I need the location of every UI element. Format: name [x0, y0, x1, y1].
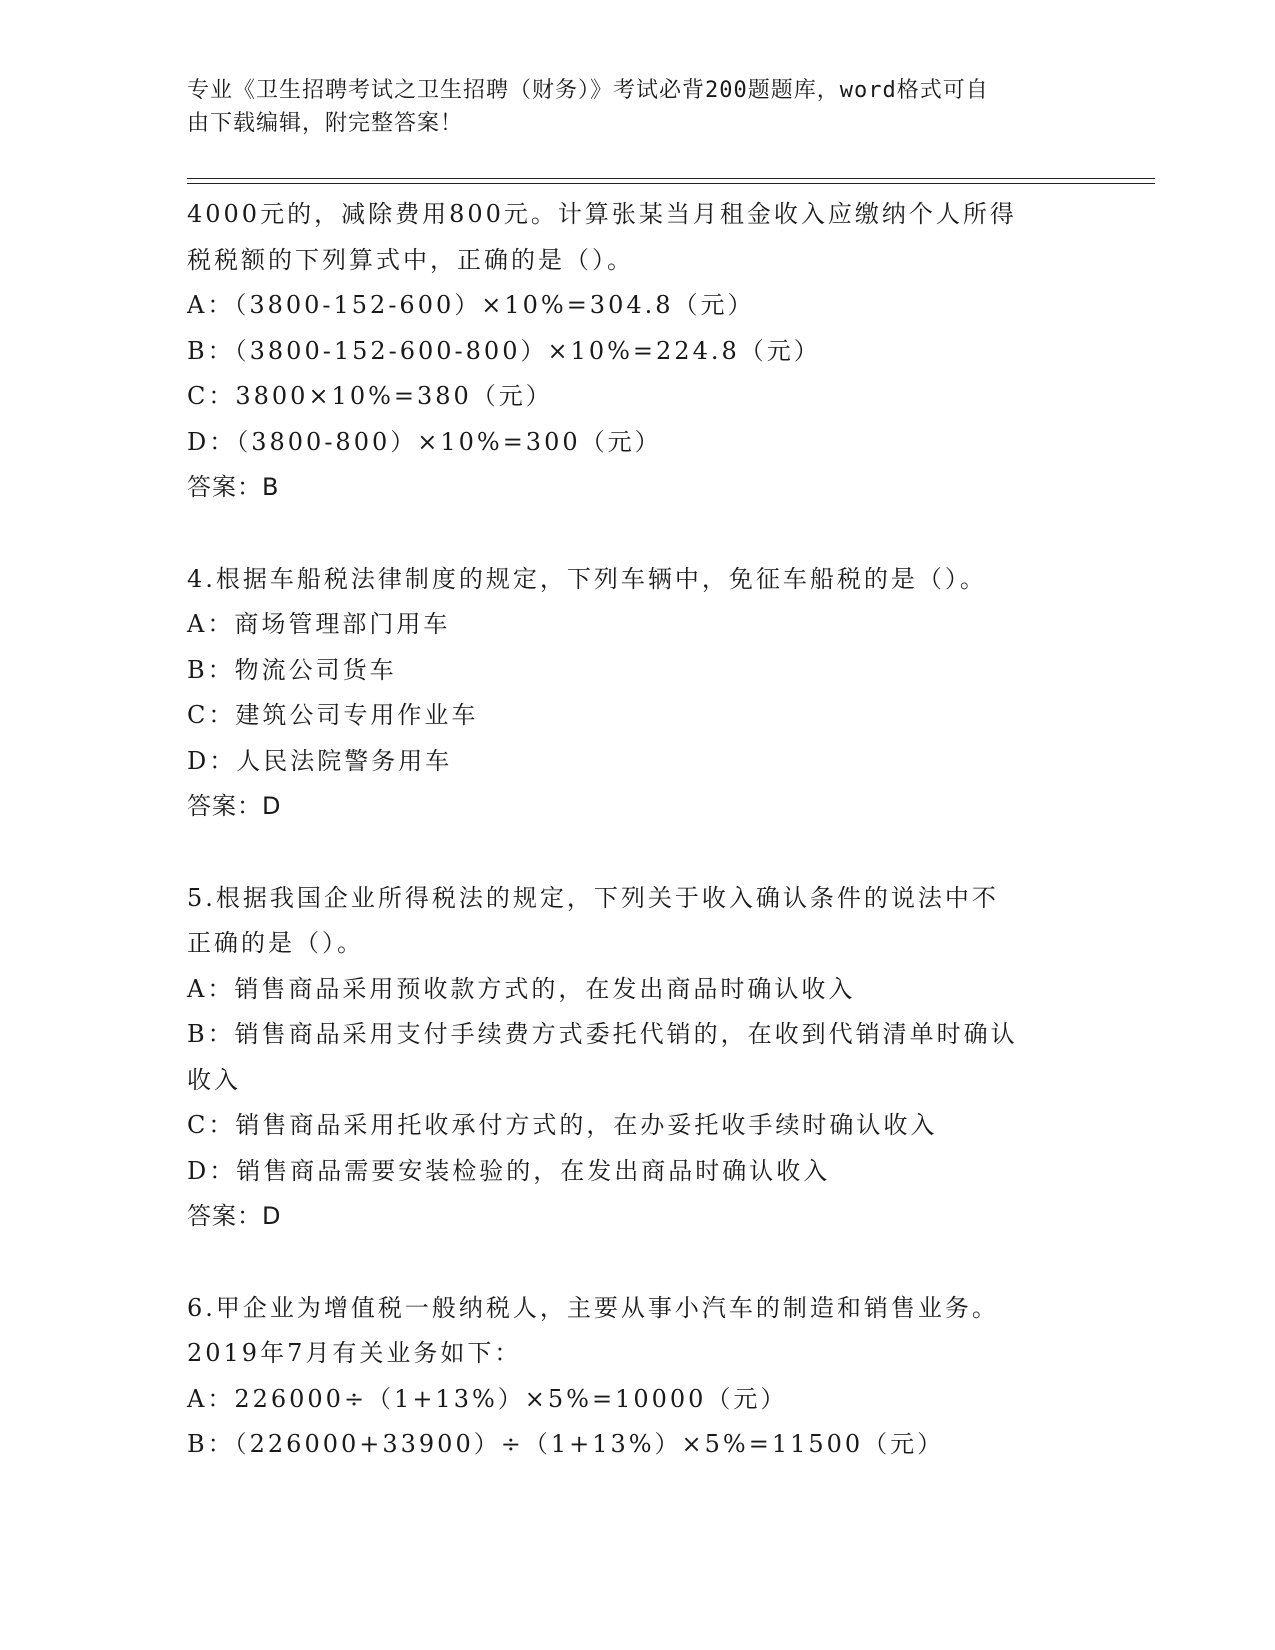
question-6-stem-line-2: 2019年7月有关业务如下：	[187, 1339, 522, 1367]
question-5-stem-line-2: 正确的是（）。	[187, 929, 364, 957]
question-spacer	[187, 830, 1087, 876]
question-5-option-c: C：销售商品采用托收承付方式的，在办妥托收手续时确认收入	[187, 1111, 938, 1139]
question-5-option-b-line-1: B：销售商品采用支付手续费方式委托代销的，在收到代销清单时确认	[187, 1020, 1018, 1048]
question-3-option-a: A：（3800-152-600）×10%=304.8（元）	[187, 291, 755, 319]
question-4-option-c: C：建筑公司专用作业车	[187, 701, 479, 729]
question-3-answer: 答案：B	[187, 473, 280, 501]
question-3	[187, 192, 1087, 511]
question-4-answer: 答案：D	[187, 792, 282, 820]
question-4-option-b: B：物流公司货车	[187, 655, 397, 684]
question-list	[187, 192, 1087, 1468]
header-divider-bottom	[187, 183, 1155, 184]
question-5-option-d: D：销售商品需要安装检验的，在发出商品时确认收入	[187, 1156, 831, 1185]
question-4-option-d: D：人民法院警务用车	[187, 746, 453, 775]
question-4-stem-line-1: 4.根据车船税法律制度的规定，下列车辆中，免征车船税的是（）。	[187, 564, 987, 593]
header-line-2: 由下载编辑，附完整答案！	[187, 111, 464, 136]
header-line-1: 专业《卫生招聘考试之卫生招聘（财务）》考试必背200题题库，word格式可自	[187, 78, 989, 103]
question-3-option-d: D：（3800-800）×10%=300（元）	[187, 427, 662, 456]
question-6-option-a: A：226000÷（1+13%）×5%=10000（元）	[187, 1384, 788, 1413]
document-header	[187, 74, 1067, 140]
question-6	[187, 1286, 1087, 1468]
question-6-option-b: B：（226000+33900）÷（1+13%）×5%=11500（元）	[187, 1430, 945, 1458]
question-4	[187, 557, 1087, 830]
question-3-stem-line-1: 4000元的，减除费用800元。计算张某当月租金收入应缴纳个人所得	[187, 200, 1017, 228]
question-spacer	[187, 1240, 1087, 1286]
question-5	[187, 876, 1087, 1240]
question-3-option-c: C：3800×10%=380（元）	[187, 382, 553, 410]
question-spacer	[187, 511, 1087, 557]
question-5-stem-line-1: 5.根据我国企业所得税法的规定，下列关于收入确认条件的说法中不	[187, 883, 999, 912]
question-5-option-a: A：销售商品采用预收款方式的，在发出商品时确认收入	[187, 974, 856, 1003]
question-3-stem-line-2: 税税额的下列算式中，正确的是（）。	[187, 245, 634, 274]
question-3-option-b: B：（3800-152-600-800）×10%=224.8（元）	[187, 336, 821, 365]
question-5-option-b-line-2: 收入	[187, 1065, 241, 1094]
header-divider-top	[187, 178, 1155, 179]
question-6-stem-line-1: 6.甲企业为增值税一般纳税人，主要从事小汽车的制造和销售业务。	[187, 1293, 999, 1322]
question-5-answer: 答案：D	[187, 1202, 282, 1230]
question-4-option-a: A：商场管理部门用车	[187, 610, 451, 638]
